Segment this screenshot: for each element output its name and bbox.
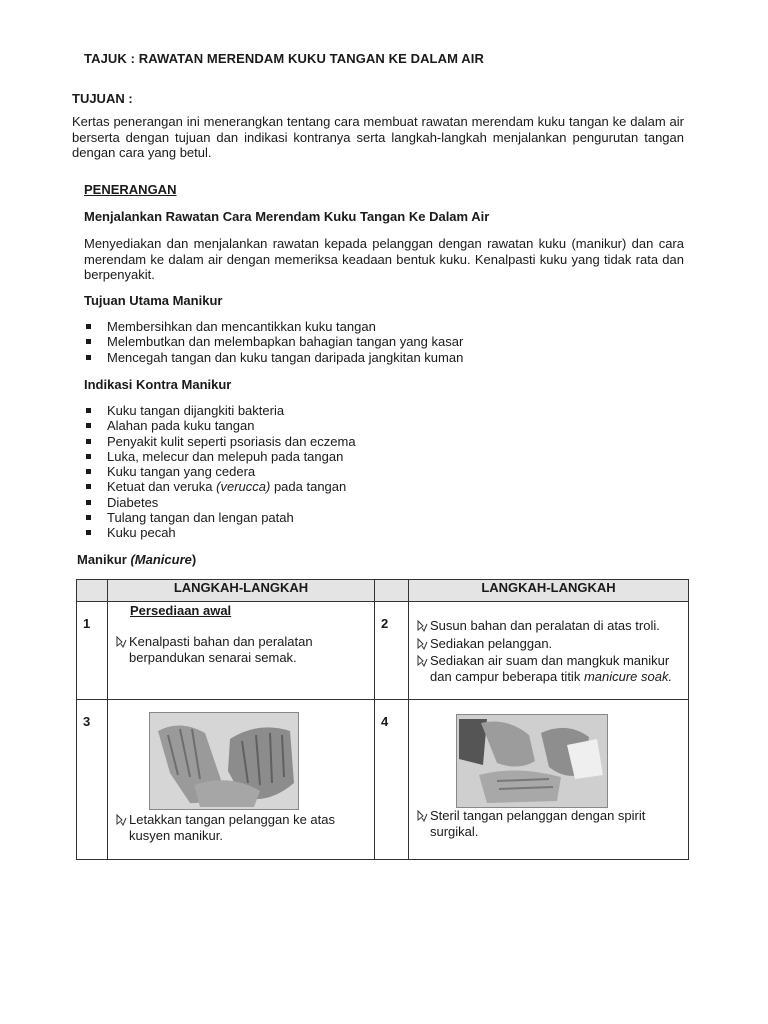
list-item: Kuku tangan yang cedera: [84, 464, 356, 479]
list-item: Penyakit kulit seperti psoriasis dan eczema: [84, 434, 356, 449]
list-item: Kuku tangan dijangkiti bakteria: [84, 403, 356, 418]
checklist-text-italic: manicure soak.: [583, 668, 673, 684]
checklist-text: Kenalpasti bahan dan peralatan berpandukan senarai semak.: [129, 634, 313, 665]
tick-arrow-icon: [417, 809, 428, 822]
list-item: Diabetes: [84, 495, 356, 510]
header-num-cell: [375, 580, 409, 602]
list-item-text: Ketuat dan veruka: [107, 479, 213, 495]
step-2-cell: [409, 602, 689, 700]
tujuan-paragraph: Kertas penerangan ini menerangkan tentang cara membuat rawatan merendam kuku tangan ke dalam air berserta dengan tujuan dan indikasi kontranya serta langkah-langkah menjalankan pengurutan tangan dengan cara yang betul.: [72, 114, 684, 160]
checklist-item: [409, 808, 679, 839]
list-item: Kuku pecah: [84, 525, 356, 540]
tick-arrow-icon: [116, 635, 127, 648]
step-4-cell: [409, 700, 689, 860]
tick-arrow-icon: [417, 654, 428, 667]
manikur-heading-close: ): [191, 552, 197, 567]
list-item: Membersihkan dan mencantikkan kuku tangan: [84, 319, 463, 334]
checklist-item: [409, 618, 689, 634]
manikur-heading-text: Manikur: [77, 552, 131, 567]
tick-arrow-icon: [417, 619, 428, 632]
checklist-item: [108, 812, 358, 843]
rawatan-paragraph: Menyediakan dan menjalankan rawatan kepada pelanggan dengan rawatan kuku (manikur) dan cara merendam ke dalam air dengan memeriksa keadaan bentuk kuku. Kenalpasti kuku yang tidak rata dan berpenyakit.: [84, 236, 684, 282]
step-number: 3: [77, 700, 108, 860]
list-item: Tulang tangan dan lengan patah: [84, 510, 356, 525]
checklist-item: [409, 636, 689, 652]
table-row: [77, 700, 689, 860]
step-number: 4: [375, 700, 409, 860]
header-num-cell: [77, 580, 108, 602]
hands-photo-graphic: [150, 713, 298, 809]
checklist-text: Sediakan pelanggan.: [430, 635, 553, 651]
manikur-heading: [77, 552, 196, 567]
manikur-heading-italic: (Manicure: [130, 552, 192, 567]
step-2-items: [409, 618, 689, 684]
document-title: TAJUK : RAWATAN MERENDAM KUKU TANGAN KE DALAM AIR: [84, 51, 484, 66]
indikasi-kontra-heading: Indikasi Kontra Manikur: [84, 377, 232, 392]
header-left: LANGKAH-LANGKAH: [108, 580, 375, 602]
tujuan-utama-list: [84, 319, 463, 365]
step-number: 2: [375, 602, 409, 700]
tick-arrow-icon: [417, 637, 428, 650]
checklist-item: [409, 653, 675, 684]
checklist-item: [108, 634, 348, 665]
step-3-items: [108, 812, 358, 843]
list-item-tail: pada tangan: [270, 479, 347, 495]
list-item: Mencegah tangan dan kuku tangan daripada jangkitan kuman: [84, 350, 463, 365]
list-item: Luka, melecur dan melepuh pada tangan: [84, 449, 356, 464]
checklist-text: Susun bahan dan peralatan di atas troli.: [430, 618, 660, 633]
hands-on-cushion-photo: [149, 712, 299, 810]
step-1-items: [108, 634, 348, 665]
list-item: Alahan pada kuku tangan: [84, 418, 356, 433]
tick-arrow-icon: [116, 813, 127, 826]
checklist-text: Letakkan tangan pelanggan ke atas kusyen manikur.: [129, 812, 336, 843]
step-3-cell: [108, 700, 375, 860]
list-item-italic: (verucca): [216, 479, 271, 495]
header-right: LANGKAH-LANGKAH: [409, 580, 689, 602]
step-number: 1: [77, 602, 108, 700]
rawatan-heading: Menjalankan Rawatan Cara Merendam Kuku Tangan Ke Dalam Air: [84, 209, 490, 224]
indikasi-kontra-list: [84, 403, 356, 541]
penerangan-heading: PENERANGAN: [84, 182, 177, 197]
steps-table: [76, 579, 689, 860]
step-1-heading: Persediaan awal: [130, 603, 232, 618]
checklist-text: Steril tangan pelanggan dengan spirit surgikal.: [430, 808, 646, 839]
step-4-items: [409, 808, 679, 839]
tujuan-utama-heading: Tujuan Utama Manikur: [84, 293, 223, 308]
hands-photo-graphic: [457, 715, 607, 807]
step-1-cell: [108, 602, 375, 700]
list-item: Melembutkan dan melembapkan bahagian tangan yang kasar: [84, 334, 463, 349]
list-item: [84, 479, 356, 494]
tujuan-heading: TUJUAN :: [72, 91, 133, 106]
table-row: [77, 602, 689, 700]
table-header-row: [77, 580, 689, 602]
checklist-text: Sediakan air suam dan mangkuk manikur dan campur beberapa titik: [430, 653, 670, 684]
hands-sterilising-photo: [456, 714, 608, 808]
